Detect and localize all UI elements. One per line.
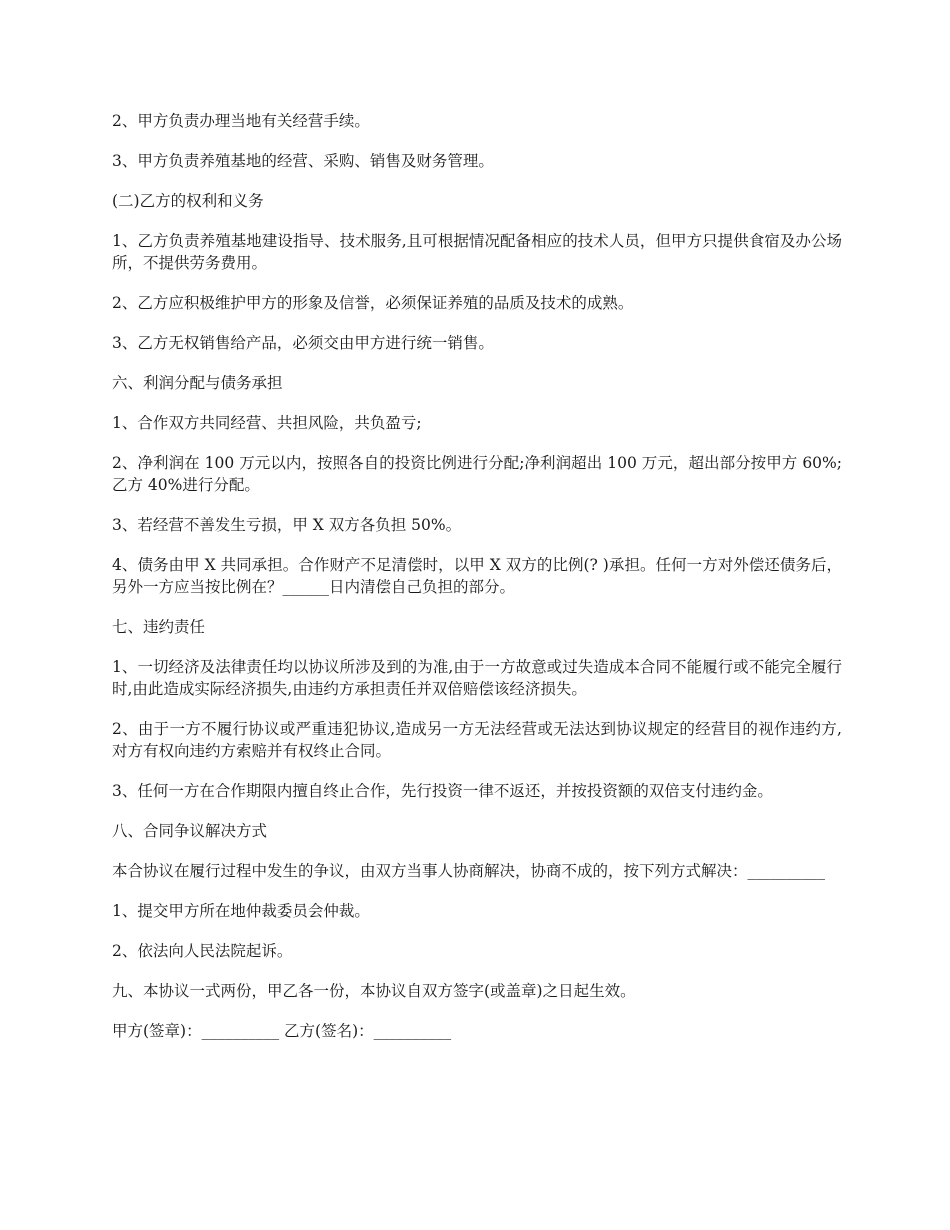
clause-jia-management: 3、甲方负责养殖基地的经营、采购、销售及财务管理。 xyxy=(112,152,494,170)
document-page xyxy=(112,110,842,1060)
clause-loss-sharing: 3、若经营不善发生亏损，甲 X 双方各负担 50%。 xyxy=(112,516,462,534)
clause-yi-reputation: 2、乙方应积极维护甲方的形象及信誉，必须保证养殖的品质及技术的成熟。 xyxy=(112,294,634,312)
clause-yi-technical-guidance: 1、乙方负责养殖基地建设指导、技术服务,且可根据情况配备相应的技术人员，但甲方只提供食宿及办公场所，不提供劳务费用。 xyxy=(112,232,842,272)
clause-net-profit-split: 2、净利润在 100 万元以内，按照各自的投资比例进行分配;净利润超出 100 万元，超出部分按甲方 60%;乙方 40%进行分配。 xyxy=(112,454,842,494)
clause-jia-local-procedures: 2、甲方负责办理当地有关经营手续。 xyxy=(112,112,370,130)
section-heading-profit-distribution: 六、利润分配与债务承担 xyxy=(112,374,283,392)
section-heading-dispute-resolution: 八、合同争议解决方式 xyxy=(112,822,268,840)
section-heading-yi-rights: (二)乙方的权利和义务 xyxy=(112,192,264,210)
clause-effectiveness: 九、本协议一式两份，甲乙各一份，本协议自双方签字(或盖章)之日起生效。 xyxy=(112,982,636,1000)
clause-arbitration: 1、提交甲方所在地仲裁委员会仲裁。 xyxy=(112,902,370,920)
clause-early-termination: 3、任何一方在合作期限内擅自终止合作，先行投资一律不返还，并按投资额的双倍支付违约金。 xyxy=(112,782,773,800)
clause-shared-risk: 1、合作双方共同经营、共担风险，共负盈亏; xyxy=(112,414,422,432)
clause-litigation: 2、依法向人民法院起诉。 xyxy=(112,942,293,960)
section-heading-breach-liability: 七、违约责任 xyxy=(112,618,206,636)
signature-line: 甲方(签章)：__________ 乙方(签名)：__________ xyxy=(112,1022,452,1040)
clause-serious-breach: 2、由于一方不履行协议或严重违犯协议,造成另一方无法经营或无法达到协议规定的经营目的视作违约方,对方有权向违约方索赔并有权终止合同。 xyxy=(112,720,842,760)
clause-dispute-negotiation: 本合协议在履行过程中发生的争议，由双方当事人协商解决，协商不成的，按下列方式解决：__________ xyxy=(112,862,826,880)
clause-breach-compensation: 1、一切经济及法律责任均以协议所涉及到的为准,由于一方故意或过失造成本合同不能履行或不能完全履行时,由此造成实际经济损失,由违约方承担责任并双倍赔偿该经济损失。 xyxy=(112,658,842,698)
clause-yi-no-sales-right: 3、乙方无权销售给产品，必须交由甲方进行统一销售。 xyxy=(112,334,494,352)
clause-debt-sharing: 4、债务由甲 X 共同承担。合作财产不足清偿时，以甲 X 双方的比例(? )承担。任何一方对外偿还债务后，另外一方应当按比例在？______日内清偿自己负担的部分。 xyxy=(112,556,842,596)
